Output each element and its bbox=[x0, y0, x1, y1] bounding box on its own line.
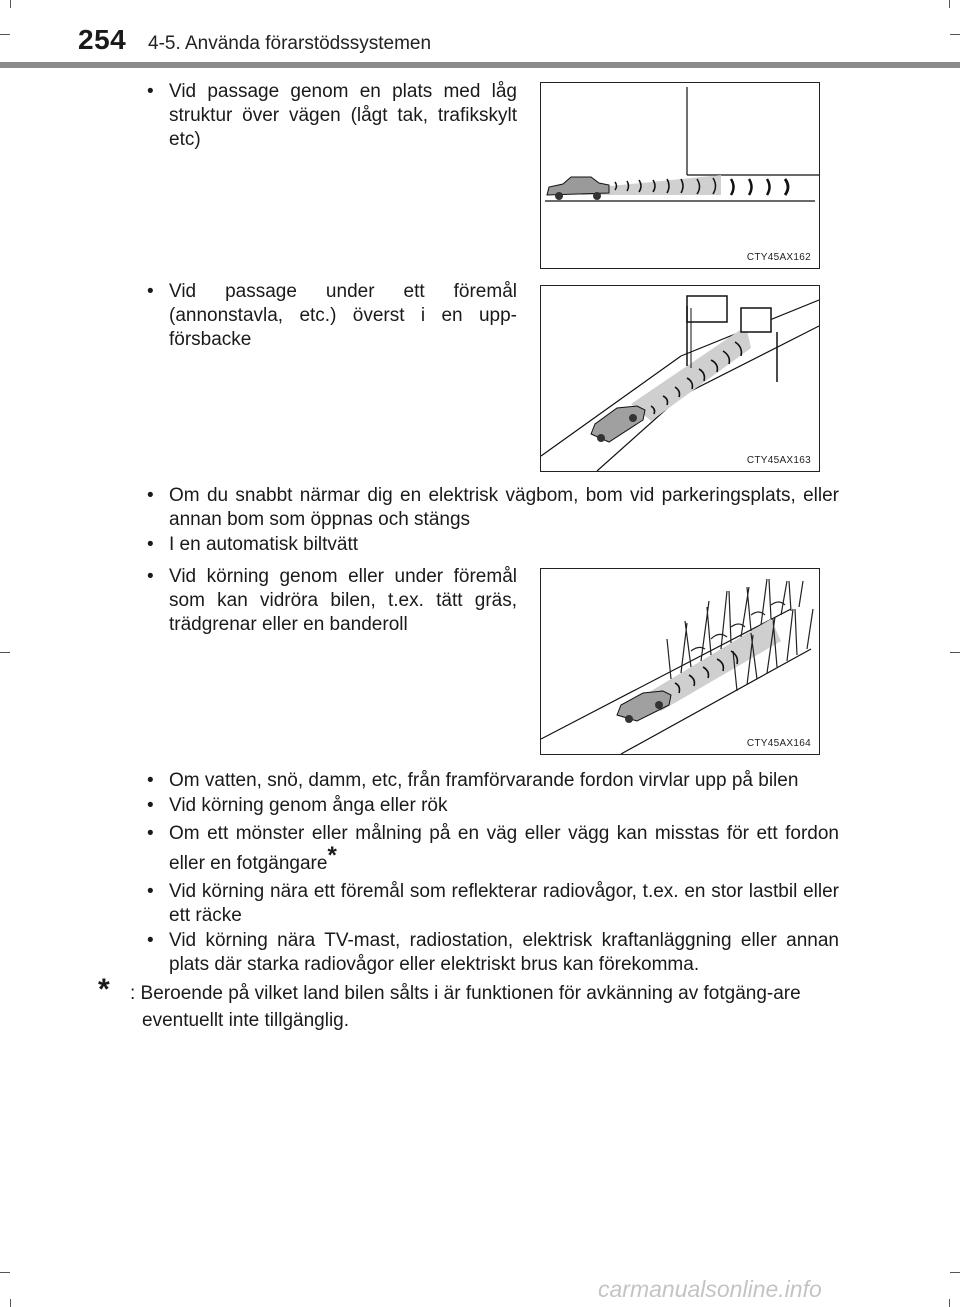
list-item: • Vid körning genom eller under föremål som kan vidröra bilen, t.ex. tätt gräs, trädgrenar eller en banderoll bbox=[147, 566, 517, 635]
bullet-block-signboard bbox=[147, 280, 517, 353]
figure-code: CTY45AX162 bbox=[746, 252, 811, 263]
crop-mark bbox=[0, 34, 10, 35]
car-icon bbox=[547, 177, 609, 200]
footnote bbox=[98, 973, 840, 1034]
bullet-block-low-structure bbox=[147, 80, 517, 153]
section-title: 4-5. Använda förarstödssystemen bbox=[148, 33, 432, 54]
footnote-star: * bbox=[98, 973, 110, 1006]
list-item: • Vid körning nära TV-mast, radiostation, elektrisk kraftanläggning eller annan plats där starka radiovågor eller elektriskt brus kan förekomma. bbox=[147, 930, 839, 975]
crop-mark bbox=[10, 0, 11, 8]
car-tall-grass-illustration bbox=[541, 569, 819, 754]
figure-code: CTY45AX164 bbox=[746, 738, 811, 749]
list-item: • Vid körning nära ett föremål som reflekterar radiovågor, t.ex. en stor lastbil eller ett räcke bbox=[147, 881, 839, 926]
header-rule bbox=[0, 62, 960, 68]
list-item: • Vid körning genom ånga eller rök bbox=[147, 795, 448, 816]
figure-low-ceiling bbox=[540, 82, 820, 269]
crop-mark bbox=[950, 1272, 960, 1273]
list-item: • Vid passage under ett föremål (annonstavla, etc.) överst i en upp-försbacke bbox=[147, 281, 517, 350]
car-low-ceiling-illustration bbox=[541, 83, 819, 268]
bullet-block-bottom bbox=[147, 769, 839, 978]
bullet-block-grass bbox=[147, 565, 517, 638]
footnote-marker: * bbox=[327, 842, 337, 869]
crop-mark bbox=[950, 34, 960, 35]
crop-mark bbox=[0, 1272, 10, 1273]
figure-uphill-signboard bbox=[540, 285, 820, 472]
list-item: • Om vatten, snö, damm, etc, från framförvarande fordon virvlar upp på bilen bbox=[147, 770, 799, 791]
crop-mark bbox=[10, 1299, 11, 1307]
list-item: • Vid passage genom en plats med låg struktur över vägen (lågt tak, trafikskylt etc) bbox=[147, 81, 517, 150]
crop-mark bbox=[949, 0, 950, 8]
watermark: carmanualsonline.info bbox=[598, 1276, 822, 1302]
figure-code: CTY45AX163 bbox=[746, 455, 811, 466]
car-icon bbox=[591, 406, 645, 442]
figure-tall-grass bbox=[540, 568, 820, 755]
crop-mark bbox=[949, 1299, 950, 1307]
bullet-block-barrier bbox=[147, 484, 839, 558]
list-item: • Om du snabbt närmar dig en elektrisk vägbom, bom vid parkeringsplats, eller annan bom som öppnas och stängs bbox=[147, 485, 839, 530]
footnote-text: : Beroende på vilket land bilen sålts i är funktionen för avkänning av fotgäng-are eventuellt inte tillgänglig. bbox=[130, 983, 801, 1031]
crop-mark bbox=[0, 652, 10, 653]
list-item: • I en automatisk biltvätt bbox=[147, 534, 359, 555]
list-item: • Om ett mönster eller målning på en väg eller vägg kan misstas för ett fordon eller en fotgängare* bbox=[147, 823, 839, 874]
car-uphill-signboard-illustration bbox=[541, 286, 819, 471]
page-number: 254 bbox=[78, 24, 127, 55]
crop-mark bbox=[950, 652, 960, 653]
